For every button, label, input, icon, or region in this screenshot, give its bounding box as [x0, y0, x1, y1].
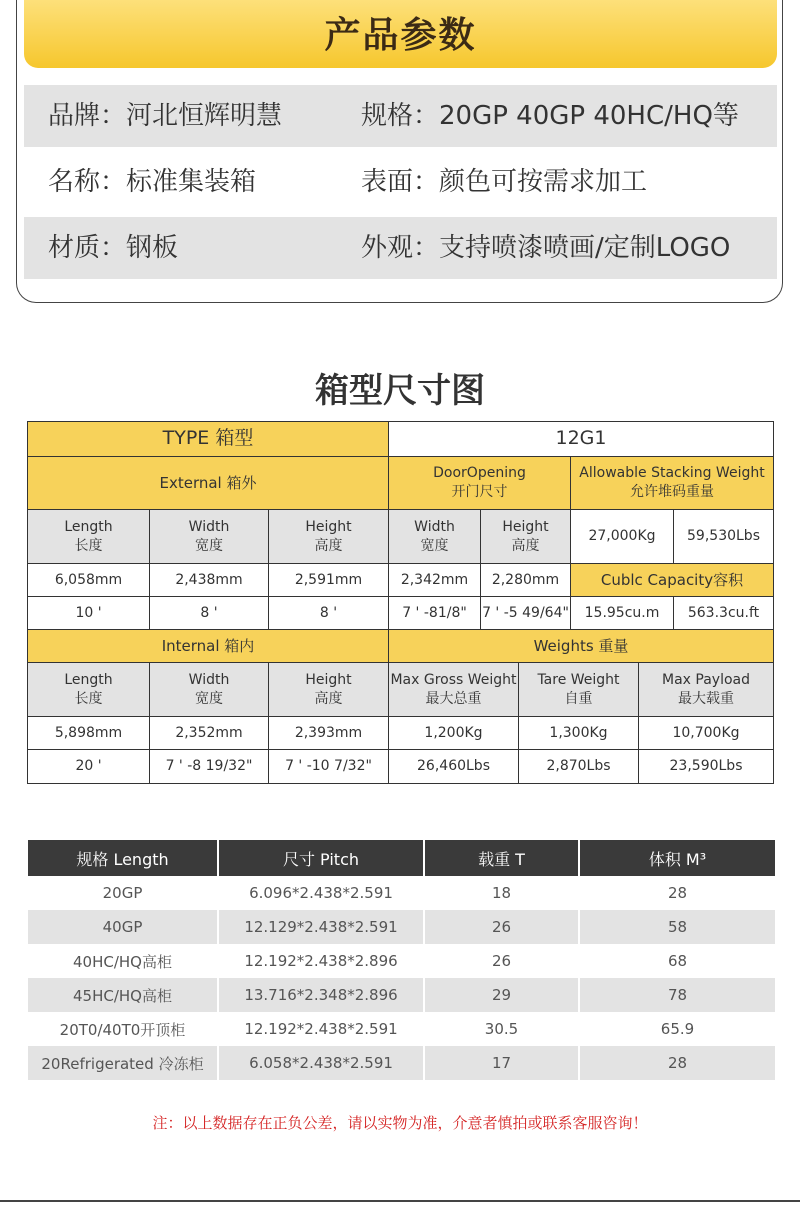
param-material: 材质：钢板: [48, 233, 179, 263]
table-row: [28, 910, 775, 944]
param-row: [24, 85, 777, 147]
ext-height-label: Height 高度: [268, 509, 389, 564]
tare-kg: 1,300Kg: [518, 716, 639, 750]
ext-length-mm: 6,058mm: [27, 563, 150, 597]
int-height-label: Height 高度: [268, 662, 389, 717]
spec-cell: 20GP: [28, 876, 218, 910]
stacking-lbs: 59,530Lbs: [673, 509, 774, 564]
door-height-label: Height 高度: [480, 509, 571, 564]
max-payload-kg: 10,700Kg: [638, 716, 774, 750]
type-label: TYPE 箱型: [27, 421, 389, 457]
int-width-label: Width 宽度: [149, 662, 269, 717]
max-gross-kg: 1,200Kg: [388, 716, 519, 750]
spec-cell: 17: [424, 1046, 579, 1080]
int-length-mm: 5,898mm: [27, 716, 150, 750]
spec-cell: 20Refrigerated 冷冻柜: [28, 1046, 218, 1080]
table-row: [28, 876, 775, 910]
spec-cell: 18: [424, 876, 579, 910]
param-spec: 规格：20GP 40GP 40HC/HQ等: [361, 101, 739, 131]
param-surface: 表面：颜色可按需求加工: [361, 167, 648, 197]
spec-header-row: [28, 840, 775, 876]
int-height-mm: 2,393mm: [268, 716, 389, 750]
table-row: [28, 978, 775, 1012]
ext-width-ft: 8 ': [149, 596, 269, 630]
int-width-mm: 2,352mm: [149, 716, 269, 750]
spec-cell: 12.129*2.438*2.591: [218, 910, 424, 944]
capacity-header: Cublc Capacity容积: [570, 563, 774, 597]
spec-cell: 6.058*2.438*2.591: [218, 1046, 424, 1080]
door-height-mm: 2,280mm: [480, 563, 571, 597]
spec-cell: 26: [424, 944, 579, 978]
spec-cell: 28: [579, 1046, 775, 1080]
spec-cell: 40HC/HQ高柜: [28, 944, 218, 978]
door-width-ft: 7 ' -81/8": [388, 596, 481, 630]
spec-cell: 20T0/40T0开顶柜: [28, 1012, 218, 1046]
bottom-divider: [0, 1200, 800, 1202]
spec-cell: 40GP: [28, 910, 218, 944]
spec-cell: 26: [424, 910, 579, 944]
type-value: 12G1: [388, 421, 774, 457]
dimension-grid: [28, 422, 775, 785]
int-length-label: Length 长度: [27, 662, 150, 717]
table-row: [28, 944, 775, 978]
spec-cell: 58: [579, 910, 775, 944]
max-payload-lbs: 23,590Lbs: [638, 749, 774, 784]
spec-cell: 12.192*2.438*2.591: [218, 1012, 424, 1046]
spec-cell: 29: [424, 978, 579, 1012]
ext-length-ft: 10 ': [27, 596, 150, 630]
int-height-ft: 7 ' -10 7/32": [268, 749, 389, 784]
spec-header-length: 规格 Length: [28, 840, 218, 876]
door-height-ft: 7 ' -5 49/64": [480, 596, 571, 630]
product-params-card: [16, 0, 783, 303]
external-header: External 箱外: [27, 456, 389, 510]
spec-cell: 78: [579, 978, 775, 1012]
ext-width-mm: 2,438mm: [149, 563, 269, 597]
spec-header-pitch: 尺寸 Pitch: [218, 840, 424, 876]
spec-cell: 68: [667, 952, 688, 970]
stacking-weight-header: Allowable Stacking Weight 允许堆码重量: [570, 456, 774, 510]
max-payload-label: Max Payload 最大载重: [638, 662, 774, 717]
internal-header: Internal 箱内: [27, 629, 389, 663]
int-length-ft: 20 ': [27, 749, 150, 784]
spec-table: [28, 840, 775, 1080]
table-row: [28, 1012, 775, 1046]
param-row: [24, 151, 777, 213]
dimension-section-title: 箱型尺寸图: [315, 371, 485, 411]
spec-cell: 45HC/HQ高柜: [28, 978, 218, 1012]
param-row: [24, 217, 777, 279]
spec-cell: 30.5: [424, 1012, 579, 1046]
param-name: 名称：标准集装箱: [48, 167, 257, 197]
table-row: [28, 1046, 775, 1080]
ext-height-ft: 8 ': [268, 596, 389, 630]
door-opening-header: DoorOpening 开门尺寸: [388, 456, 571, 510]
ext-width-label: Width 宽度: [149, 509, 269, 564]
int-width-ft: 7 ' -8 19/32": [149, 749, 269, 784]
spec-cell: 6.096*2.438*2.591: [218, 876, 424, 910]
capacity-ft3: 563.3cu.ft: [673, 596, 774, 630]
spec-cell: 13.716*2.348*2.896: [218, 978, 424, 1012]
weights-header: Weights 重量: [388, 629, 774, 663]
spec-cell: 12.192*2.438*2.896: [218, 944, 424, 978]
spec-cell: 28: [667, 884, 688, 902]
param-brand: 品牌：河北恒辉明慧: [48, 101, 283, 131]
param-appearance: 外观：支持喷漆喷画/定制LOGO: [361, 233, 731, 263]
disclaimer-note: 注：以上数据存在正负公差，请以实物为准，介意者慎拍或联系客服咨询！: [152, 1114, 648, 1132]
max-gross-label: Max Gross Weight 最大总重: [388, 662, 519, 717]
spec-cell: 65.9: [660, 1020, 695, 1038]
capacity-m3: 15.95cu.m: [570, 596, 674, 630]
ext-height-mm: 2,591mm: [268, 563, 389, 597]
door-width-mm: 2,342mm: [388, 563, 481, 597]
spec-header-volume: 体积 M³: [579, 840, 775, 876]
stacking-kg: 27,000Kg: [570, 509, 674, 564]
tare-label: Tare Weight 自重: [518, 662, 639, 717]
max-gross-lbs: 26,460Lbs: [388, 749, 519, 784]
tare-lbs: 2,870Lbs: [518, 749, 639, 784]
params-title: 产品参数: [24, 0, 777, 68]
door-width-label: Width 宽度: [388, 509, 481, 564]
spec-header-load: 载重 T: [424, 840, 579, 876]
ext-length-label: Length 长度: [27, 509, 150, 564]
